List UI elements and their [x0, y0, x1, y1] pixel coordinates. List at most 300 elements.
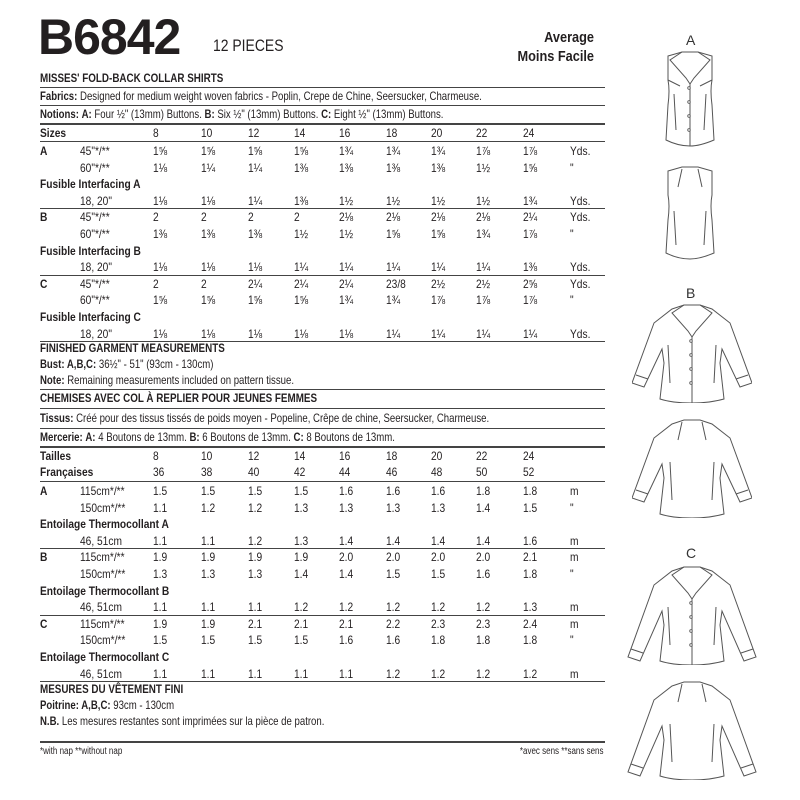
- size-value: 16: [339, 126, 351, 140]
- size-value: 1¾: [339, 293, 354, 308]
- size-value: 1.4: [431, 533, 446, 548]
- view-label: B: [40, 550, 48, 565]
- size-value: 1.5: [153, 633, 168, 648]
- size-value: 1⅜: [339, 160, 354, 175]
- interfacing-heading: Fusible Interfacing A: [40, 177, 141, 192]
- size-value: 2.1: [339, 616, 354, 631]
- size-value: 1.4: [339, 567, 354, 581]
- fabric-width: 18, 20": [80, 326, 112, 341]
- table-row: [40, 567, 610, 581]
- size-value: 1⅜: [294, 193, 309, 208]
- size-value: 1¾: [523, 193, 538, 208]
- size-value: 1½: [386, 193, 401, 208]
- size-value: 1.9: [153, 616, 168, 631]
- size-value: 1¼: [476, 326, 491, 341]
- size-value: 1.2: [431, 600, 446, 615]
- table-subheading: [40, 177, 610, 191]
- size-value: 1.2: [386, 600, 401, 615]
- size-value: 1.4: [339, 533, 354, 548]
- size-value: 1.5: [153, 484, 168, 498]
- size-value: 1¼: [248, 160, 263, 175]
- size-value: 1⅛: [201, 260, 216, 275]
- tissus-line: [40, 411, 489, 425]
- size-value: 50: [476, 465, 488, 479]
- size-value: 14: [294, 449, 306, 463]
- size-value: 1¼: [431, 326, 446, 341]
- size-value: 1⅛: [153, 260, 168, 275]
- size-value: 1.1: [153, 666, 168, 681]
- size-value: 2¼: [294, 276, 309, 291]
- english-title: MISSES' FOLD-BACK COLLAR SHIRTS: [40, 71, 224, 85]
- size-value: 1.1: [153, 500, 168, 515]
- size-value: 1⅞: [523, 144, 538, 158]
- size-value: 1¾: [339, 144, 354, 158]
- nb-line: [40, 714, 324, 728]
- unit: ": [570, 227, 574, 241]
- size-value: 2⅛: [476, 210, 491, 225]
- table-row: [40, 550, 610, 564]
- mercerie-a-label: A:: [85, 430, 96, 444]
- footnote-en: *with nap **without nap: [40, 746, 123, 757]
- size-value: 1⅝: [431, 227, 446, 241]
- note-label: Note:: [40, 373, 65, 387]
- size-value: 10: [201, 126, 213, 140]
- size-value: 1⅛: [201, 326, 216, 341]
- size-value: 1¾: [386, 293, 401, 308]
- table-row: [40, 277, 610, 291]
- fabric-width: 60"*/**: [80, 293, 110, 308]
- notions-b-label: B:: [204, 107, 215, 121]
- size-value: 1.4: [294, 567, 309, 581]
- notions-line: [40, 107, 443, 121]
- fabric-width: 115cm*/**: [80, 616, 125, 631]
- size-value: 16: [339, 449, 351, 463]
- bust-line: [40, 357, 213, 371]
- size-value: 1.2: [476, 600, 491, 615]
- size-value: 1¾: [386, 144, 401, 158]
- mercerie-c-label: C:: [293, 430, 304, 444]
- finished-title-en: FINISHED GARMENT MEASUREMENTS: [40, 341, 225, 355]
- size-value: 1.8: [476, 484, 491, 498]
- mercerie-b: 6 Boutons de 13mm.: [202, 430, 291, 444]
- view-label: A: [40, 144, 48, 158]
- size-value: 1⅜: [153, 227, 168, 241]
- size-value: 1⅜: [248, 227, 263, 241]
- size-value: 1⅝: [523, 160, 538, 175]
- size-value: 1.1: [339, 666, 354, 681]
- pattern-number: B6842: [38, 9, 181, 65]
- notions-a-label: A:: [81, 107, 92, 121]
- size-value: 2.1: [248, 616, 263, 631]
- table-row: [40, 534, 610, 548]
- unit: m: [570, 600, 579, 615]
- size-value: 1⅛: [153, 193, 168, 208]
- difficulty: [517, 28, 594, 66]
- size-value: 1.5: [201, 484, 216, 498]
- size-value: 20: [431, 126, 443, 140]
- size-value: 1.6: [523, 533, 538, 548]
- size-value: 18: [386, 449, 398, 463]
- unit: ": [570, 633, 574, 648]
- size-value: 2½: [476, 276, 491, 291]
- size-value: 8: [153, 449, 159, 463]
- size-value: 1.8: [431, 633, 446, 648]
- size-value: 48: [431, 465, 443, 479]
- fabric-width: 150cm*/**: [80, 500, 126, 515]
- size-value: 1.9: [294, 550, 309, 565]
- finished-title-fr: MESURES DU VÊTEMENT FINI: [40, 682, 184, 696]
- size-value: 1.3: [201, 567, 216, 581]
- unit: ": [570, 293, 574, 308]
- francaises-label: Françaises: [40, 465, 94, 479]
- mercerie-b-label: B:: [189, 430, 200, 444]
- size-value: 1.5: [248, 633, 263, 648]
- view-label: B: [40, 210, 48, 225]
- size-value: 1¾: [431, 144, 446, 158]
- size-value: 1⅞: [476, 144, 491, 158]
- size-value: 2: [153, 210, 159, 225]
- size-value: 10: [201, 449, 213, 463]
- bust-text: 36½" - 51" (93cm - 130cm): [98, 357, 214, 371]
- unit: Yds.: [570, 276, 591, 291]
- size-value: 1.3: [339, 500, 354, 515]
- divider: [40, 389, 605, 390]
- notions-c: Eight ½" (13mm) Buttons.: [333, 107, 444, 121]
- nb-text: Les mesures restantes sont imprimées sur la pièce de patron.: [61, 714, 325, 728]
- table-row: [40, 194, 610, 208]
- size-value: 1⅜: [386, 160, 401, 175]
- size-value: 42: [294, 465, 306, 479]
- mercerie-line: [40, 430, 395, 444]
- size-value: 1.8: [476, 633, 491, 648]
- size-value: 2: [294, 210, 300, 225]
- fabric-width: 46, 51cm: [80, 600, 122, 615]
- mercerie-c: 8 Boutons de 13mm.: [306, 430, 395, 444]
- interfacing-heading: Entoilage Thermocollant C: [40, 650, 170, 664]
- table-row: [40, 327, 610, 341]
- sizes-label: Sizes: [40, 126, 67, 140]
- fabric-width: 150cm*/**: [80, 633, 126, 648]
- fabric-width: 115cm*/**: [80, 484, 125, 498]
- tailles-label: Tailles: [40, 449, 71, 463]
- size-value: 1⅝: [248, 293, 263, 308]
- unit: ": [570, 160, 574, 175]
- table-row: [40, 617, 610, 631]
- table-subheading: [40, 584, 610, 598]
- size-value: 1½: [339, 227, 354, 241]
- view-a-back-illustration: [660, 165, 720, 265]
- size-value: 1.6: [339, 633, 354, 648]
- notions-b: Six ½" (13mm) Buttons.: [217, 107, 319, 121]
- bust-label: Bust: A,B,C:: [40, 357, 97, 371]
- tissus-text: Créé pour des tissus tissés de poids moyen - Popeline, Crêpe de chine, Seersucker, Charmeuse.: [76, 411, 490, 425]
- size-value: 1.2: [248, 500, 263, 515]
- table-row: [40, 293, 610, 307]
- table-row: [40, 600, 610, 614]
- size-value: 1¼: [386, 260, 401, 275]
- poitrine-text: 93cm - 130cm: [113, 698, 175, 712]
- mercerie-a: 4 Boutons de 13mm.: [98, 430, 187, 444]
- size-value: 2: [153, 276, 159, 291]
- table-row: [40, 227, 610, 241]
- table-row: [40, 501, 610, 515]
- size-value: 44: [339, 465, 351, 479]
- size-value: 1.3: [523, 600, 538, 615]
- fabric-width: 115cm*/**: [80, 550, 125, 565]
- size-value: 1⅝: [386, 227, 401, 241]
- unit: Yds.: [570, 144, 591, 158]
- size-value: 1.3: [294, 500, 309, 515]
- size-value: 1.2: [248, 533, 263, 548]
- note-line: [40, 373, 294, 387]
- size-value: 1.3: [386, 500, 401, 515]
- size-value: 1.5: [248, 484, 263, 498]
- divider: [40, 428, 605, 429]
- fabric-width: 46, 51cm: [80, 666, 122, 681]
- fabrics-text: Designed for medium weight woven fabrics - Poplin, Crepe de Chine, Seersucker, Charmeuse.: [80, 89, 482, 103]
- size-value: 2.3: [476, 616, 491, 631]
- poitrine-line: [40, 698, 174, 712]
- size-value: 1.2: [476, 666, 491, 681]
- size-value: 1.6: [476, 567, 491, 581]
- size-value: 36: [153, 465, 165, 479]
- unit: m: [570, 616, 579, 631]
- size-value: 1⅛: [339, 326, 354, 341]
- interfacing-heading: Entoilage Thermocollant A: [40, 517, 169, 532]
- size-value: 1⅛: [248, 260, 263, 275]
- fabric-width: 45"*/**: [80, 276, 110, 291]
- divider: [40, 87, 605, 88]
- pieces-count: 12 PIECES: [213, 36, 284, 55]
- size-value: 1.2: [386, 666, 401, 681]
- size-value: 1⅛: [201, 193, 216, 208]
- size-value: 1⅞: [523, 293, 538, 308]
- size-value: 2.3: [431, 616, 446, 631]
- size-value: 12: [248, 126, 260, 140]
- size-value: 1⅛: [153, 160, 168, 175]
- table-subheading: [40, 517, 610, 531]
- fabric-width: 45"*/**: [80, 210, 110, 225]
- size-value: 20: [431, 449, 443, 463]
- divider: [40, 141, 605, 142]
- size-value: 1½: [431, 193, 446, 208]
- fabric-width: 150cm*/**: [80, 567, 126, 581]
- divider: [40, 408, 605, 409]
- size-value: 1.5: [523, 500, 538, 515]
- view-label: A: [40, 484, 48, 498]
- size-value: 1.1: [153, 533, 168, 548]
- size-value: 1.6: [386, 633, 401, 648]
- unit: Yds.: [570, 210, 591, 225]
- size-value: 1⅛: [248, 326, 263, 341]
- size-value: 22: [476, 449, 488, 463]
- notions-c-label: C:: [321, 107, 332, 121]
- table-subheading: [40, 650, 610, 664]
- size-value: 2.0: [339, 550, 354, 565]
- size-value: 1¾: [476, 227, 491, 241]
- size-value: 8: [153, 126, 159, 140]
- size-value: 1.8: [523, 633, 538, 648]
- size-value: 1⅜: [294, 160, 309, 175]
- size-value: 1.5: [294, 633, 309, 648]
- size-value: 1.5: [294, 484, 309, 498]
- poitrine-label: Poitrine: A,B,C:: [40, 698, 111, 712]
- size-value: 40: [248, 465, 260, 479]
- unit: m: [570, 666, 579, 681]
- size-value: 12: [248, 449, 260, 463]
- table-row: [40, 161, 610, 175]
- size-value: 1.9: [153, 550, 168, 565]
- size-value: 1⅝: [201, 293, 216, 308]
- size-value: 23/8: [386, 276, 406, 291]
- size-value: 1.2: [431, 666, 446, 681]
- divider: [40, 548, 605, 549]
- view-b-front-illustration: [632, 303, 752, 403]
- size-value: 1.4: [476, 533, 491, 548]
- divider: [40, 481, 605, 482]
- notions-a: Four ½" (13mm) Buttons.: [94, 107, 202, 121]
- size-value: 2½: [431, 276, 446, 291]
- size-value: 1¼: [248, 193, 263, 208]
- size-value: 1.9: [201, 550, 216, 565]
- footnote-fr: *avec sens **sans sens: [520, 746, 604, 757]
- size-value: 1¼: [431, 260, 446, 275]
- unit: ": [570, 500, 574, 515]
- tissus-label: Tissus:: [40, 411, 74, 425]
- size-value: 2.0: [431, 550, 446, 565]
- size-value: 2.0: [476, 550, 491, 565]
- size-value: 1.1: [201, 666, 216, 681]
- table-row: [40, 144, 610, 158]
- size-value: 24: [523, 449, 535, 463]
- unit: m: [570, 484, 579, 498]
- size-value: 1⅜: [523, 260, 538, 275]
- size-value: 1.1: [201, 600, 216, 615]
- size-value: 1⅜: [201, 227, 216, 241]
- size-value: 1.8: [523, 567, 538, 581]
- size-value: 1.9: [201, 616, 216, 631]
- unit: Yds.: [570, 193, 591, 208]
- size-value: 22: [476, 126, 488, 140]
- size-value: 1⅝: [294, 144, 309, 158]
- fabric-width: 60"*/**: [80, 160, 110, 175]
- size-value: 1⅝: [153, 293, 168, 308]
- table-row: [40, 210, 610, 224]
- size-value: 1.1: [201, 533, 216, 548]
- table-row: [40, 633, 610, 647]
- size-value: 1.2: [201, 500, 216, 515]
- size-value: 1⅞: [523, 227, 538, 241]
- size-value: 38: [201, 465, 213, 479]
- size-value: 2: [201, 276, 207, 291]
- size-value: 1.6: [339, 484, 354, 498]
- size-value: 1.1: [153, 600, 168, 615]
- fabric-width: 18, 20": [80, 193, 112, 208]
- mercerie-label: Mercerie:: [40, 430, 83, 444]
- unit: Yds.: [570, 326, 591, 341]
- size-value: 2¼: [523, 210, 538, 225]
- size-value: 1.3: [153, 567, 168, 581]
- size-value: 2.1: [523, 550, 538, 565]
- size-value: 14: [294, 126, 306, 140]
- view-label: C: [40, 616, 48, 631]
- table-row: [40, 260, 610, 274]
- size-value: 1⅝: [201, 144, 216, 158]
- size-value: 2⅛: [431, 210, 446, 225]
- size-value: 2: [248, 210, 254, 225]
- size-value: 1½: [476, 160, 491, 175]
- size-value: 2.0: [386, 550, 401, 565]
- unit: ": [570, 567, 574, 581]
- size-value: 1.9: [248, 550, 263, 565]
- size-value: 1¼: [476, 260, 491, 275]
- view-a-front-illustration: [660, 50, 720, 150]
- size-value: 2.1: [294, 616, 309, 631]
- notions-label: Notions:: [40, 107, 79, 121]
- interfacing-heading: Fusible Interfacing C: [40, 310, 141, 324]
- size-value: 1.2: [523, 666, 538, 681]
- interfacing-heading: Fusible Interfacing B: [40, 243, 141, 258]
- size-value: 1¼: [339, 260, 354, 275]
- size-value: 18: [386, 126, 398, 140]
- fabric-width: 18, 20": [80, 260, 112, 275]
- size-value: 1.6: [431, 484, 446, 498]
- difficulty-fr: Moins Facile: [517, 48, 594, 65]
- fabrics-label: Fabrics:: [40, 89, 78, 103]
- view-b-back-illustration: [632, 418, 752, 518]
- interfacing-heading: Entoilage Thermocollant B: [40, 583, 170, 598]
- tailles-header-row: [40, 449, 610, 463]
- table-subheading: [40, 244, 610, 258]
- table-subheading: [40, 310, 610, 324]
- size-value: 1.1: [294, 666, 309, 681]
- size-value: 1.3: [431, 500, 446, 515]
- size-value: 1⅜: [431, 160, 446, 175]
- francaises-header-row: [40, 465, 610, 479]
- size-value: 1¼: [523, 326, 538, 341]
- table-row: [40, 484, 610, 498]
- size-value: 1⅛: [153, 326, 168, 341]
- view-c-label: C: [686, 545, 697, 561]
- size-value: 1.3: [248, 567, 263, 581]
- size-value: 1½: [339, 193, 354, 208]
- table-row: [40, 667, 610, 681]
- size-value: 1.5: [431, 567, 446, 581]
- size-value: 1.3: [294, 533, 309, 548]
- fabric-width: 45"*/**: [80, 144, 110, 158]
- size-value: 1.6: [386, 484, 401, 498]
- divider: [40, 615, 605, 616]
- fabrics-line: [40, 89, 482, 103]
- size-value: 1⅞: [431, 293, 446, 308]
- size-value: 1⅝: [294, 293, 309, 308]
- view-b-label: B: [686, 285, 696, 301]
- view-label: C: [40, 276, 48, 291]
- size-value: 1¼: [201, 160, 216, 175]
- size-value: 2: [201, 210, 207, 225]
- size-value: 1¼: [294, 260, 309, 275]
- size-value: 1.8: [523, 484, 538, 498]
- size-value: 46: [386, 465, 398, 479]
- size-value: 1⅛: [294, 326, 309, 341]
- size-value: 1.4: [476, 500, 491, 515]
- view-a-label: A: [686, 32, 696, 48]
- divider: [40, 105, 605, 106]
- divider: [40, 208, 605, 209]
- size-value: 1⅝: [153, 144, 168, 158]
- size-value: 1.1: [248, 666, 263, 681]
- size-value: 1.4: [386, 533, 401, 548]
